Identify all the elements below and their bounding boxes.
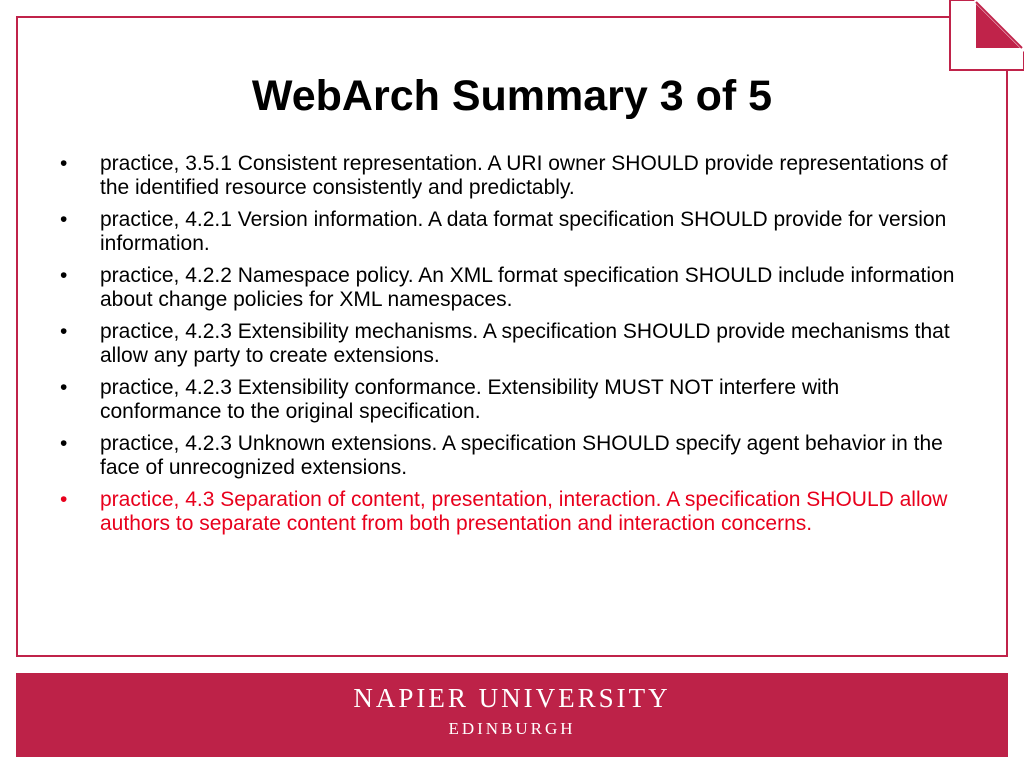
bullet-marker: • xyxy=(60,264,68,287)
bullet-text: practice, 4.2.2 Namespace policy. An XML format specification SHOULD include information about change policies for XML namespaces. xyxy=(100,264,955,311)
bullet-marker: • xyxy=(60,320,68,343)
bullet-text: practice, 4.2.3 Extensibility conformance. Extensibility MUST NOT interfere with conformance to the original specification. xyxy=(100,376,840,423)
bullet-item xyxy=(60,264,960,312)
bullet-item xyxy=(60,432,960,480)
bullet-item xyxy=(60,208,960,256)
bullet-item xyxy=(60,152,960,200)
bullet-text: practice, 4.2.3 Extensibility mechanisms. A specification SHOULD provide mechanisms that allow any party to create extensions. xyxy=(100,320,950,367)
bullet-marker: • xyxy=(60,208,68,231)
university-city: EDINBURGH xyxy=(448,719,576,738)
university-footer-banner xyxy=(16,673,1008,757)
bullet-text: practice, 4.3 Separation of content, presentation, interaction. A specification SHOULD allow authors to separate content from both presentation and interaction concerns. xyxy=(100,488,948,535)
bullet-marker: • xyxy=(60,488,68,511)
bullet-text: practice, 3.5.1 Consistent representation. A URI owner SHOULD provide representations of the identified resource consistently and predictably. xyxy=(100,152,948,199)
bullet-marker: • xyxy=(60,376,68,399)
university-name: NAPIER UNIVERSITY xyxy=(353,683,671,713)
slide-title: WebArch Summary 3 of 5 xyxy=(251,72,773,120)
bullet-text: practice, 4.2.1 Version information. A data format specification SHOULD provide for version information. xyxy=(100,208,947,255)
bullet-item xyxy=(60,488,960,536)
bullet-item xyxy=(60,320,960,368)
bullet-text: practice, 4.2.3 Unknown extensions. A specification SHOULD specify agent behavior in the face of unrecognized extensions. xyxy=(100,432,943,479)
bullet-marker: • xyxy=(60,432,68,455)
bullet-marker: • xyxy=(60,152,68,175)
bullet-item xyxy=(60,376,960,424)
bullet-list xyxy=(60,152,960,544)
